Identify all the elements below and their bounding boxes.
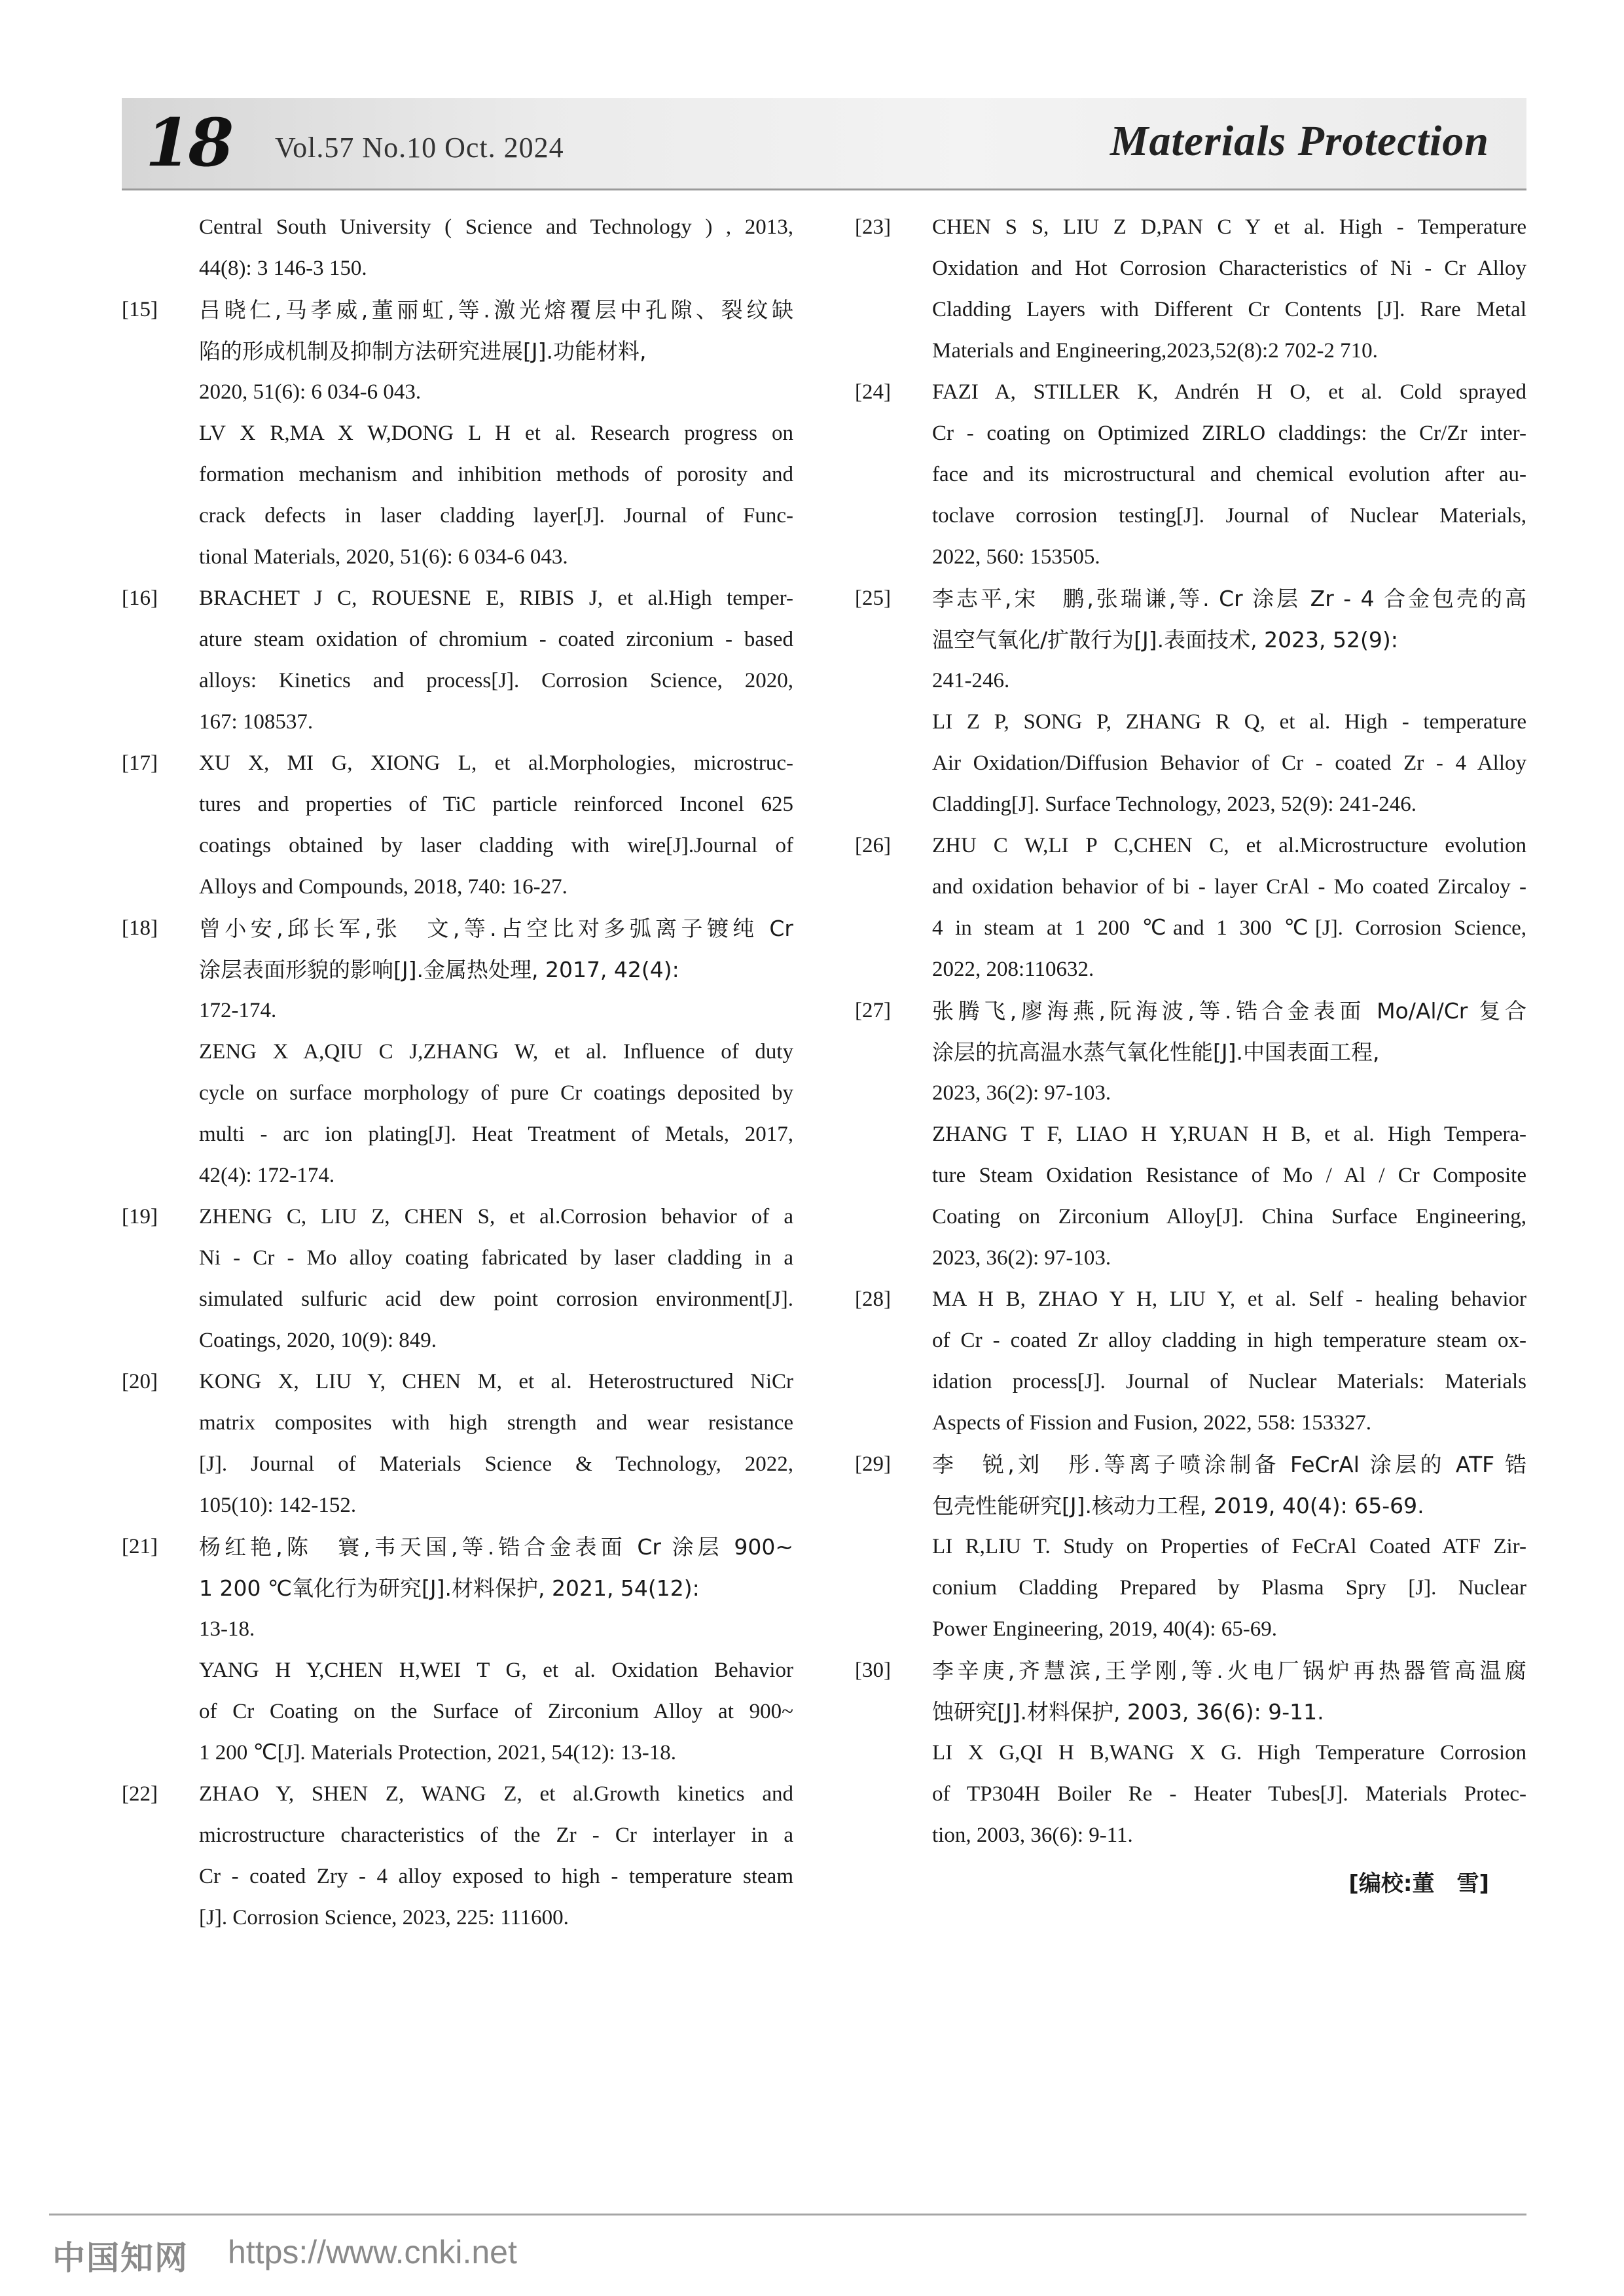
reference-entry (855, 207, 1526, 372)
reference-line: 105(10): 142-152. (199, 1494, 357, 1517)
reference-entry (855, 1279, 1526, 1444)
reference-line: ZHAO Y, SHEN Z, WANG Z, et al.Growth kinetics and (199, 1782, 793, 1806)
cnki-logo: 中国知网 (52, 2239, 189, 2277)
reference-line: LI Z P, SONG P, ZHANG R Q, et al. High - temperature (932, 710, 1526, 734)
reference-line: ZHENG C, LIU Z, CHEN S, et al.Corrosion behavior of a (199, 1205, 793, 1229)
reference-line: of Cr - coated Zr alloy cladding in high temperature steam ox- (932, 1329, 1526, 1352)
reference-line: crack defects in laser cladding layer[J]. Journal of Func- (199, 504, 793, 528)
reference-line: Central South University ( Science and Technology ) , 2013, (199, 215, 793, 239)
journal-title: Materials Protection (1110, 117, 1489, 165)
reference-number: [18] (122, 916, 158, 940)
issue-info: Vol.57 No.10 Oct. 2024 (275, 132, 564, 164)
reference-number: [19] (122, 1205, 158, 1229)
reference-entry (122, 1774, 793, 1939)
reference-number: [28] (855, 1287, 891, 1311)
reference-line: toclave corrosion testing[J]. Journal of Nuclear Materials, (932, 504, 1526, 528)
reference-line: ZHU C W,LI P C,CHEN C, et al.Microstructure evolution (932, 834, 1526, 857)
reference-line: 172-174. (199, 999, 277, 1022)
reference-line: LV X R,MA X W,DONG L H et al. Research progress on (199, 422, 793, 445)
reference-line: simulated sulfuric acid dew point corrosion environment[J]. (199, 1287, 793, 1311)
reference-entry (122, 908, 793, 1196)
reference-entry (122, 578, 793, 743)
editor-note: [编校:董 雪] (1348, 1871, 1489, 1897)
reference-line: KONG X, LIU Y, CHEN M, et al. Heterostructured NiCr (199, 1370, 793, 1393)
cnki-url[interactable]: https://www.cnki.net (228, 2234, 517, 2270)
reference-line: Cladding[J]. Surface Technology, 2023, 52(9): 241-246. (932, 793, 1417, 816)
reference-line: 1 200 ℃氧化行为研究[J].材料保护, 2021, 54(12): (199, 1575, 700, 1601)
reference-line: 杨红艳,陈 寰,韦天国,等.锆合金表面 Cr 涂层 900~ (199, 1534, 793, 1560)
reference-line: 241-246. (932, 669, 1010, 692)
reference-line: 温空气氧化/扩散行为[J].表面技术, 2023, 52(9): (932, 627, 1398, 653)
reference-line: Coatings, 2020, 10(9): 849. (199, 1329, 437, 1352)
reference-line: matrix composites with high strength and wear resistance (199, 1411, 793, 1435)
reference-line: YANG H Y,CHEN H,WEI T G, et al. Oxidation Behavior (199, 1659, 793, 1682)
reference-line: face and its microstructural and chemical evolution after au- (932, 463, 1526, 486)
reference-line: tional Materials, 2020, 51(6): 6 034-6 043. (199, 545, 568, 569)
reference-line: Cr - coating on Optimized ZIRLO claddings: the Cr/Zr inter- (932, 422, 1526, 445)
reference-line: 42(4): 172-174. (199, 1164, 335, 1187)
reference-line: Aspects of Fission and Fusion, 2022, 558: 153327. (932, 1411, 1372, 1435)
reference-line: 2023, 36(2): 97-103. (932, 1081, 1111, 1105)
reference-line: 张腾飞,廖海燕,阮海波,等.锆合金表面 Mo/Al/Cr 复合 (932, 998, 1526, 1024)
reference-line: 涂层表面形貌的影响[J].金属热处理, 2017, 42(4): (199, 957, 679, 982)
reference-line: 1 200 ℃[J]. Materials Protection, 2021, 54(12): 13-18. (199, 1741, 677, 1765)
reference-line: FAZI A, STILLER K, Andrén H O, et al. Cold sprayed (932, 380, 1526, 404)
reference-entry (122, 743, 793, 908)
reference-entry (855, 578, 1526, 825)
reference-line: 2023, 36(2): 97-103. (932, 1246, 1111, 1270)
reference-entry (122, 1361, 793, 1526)
reference-line: 2022, 208:110632. (932, 958, 1094, 981)
reference-line: microstructure characteristics of the Zr - Cr interlayer in a (199, 1823, 793, 1847)
reference-line: formation mechanism and inhibition methods of porosity and (199, 463, 793, 486)
reference-line: Ni - Cr - Mo alloy coating fabricated by laser cladding in a (199, 1246, 793, 1270)
reference-line: Oxidation and Hot Corrosion Characteristics of Ni - Cr Alloy (932, 257, 1526, 280)
reference-line: Cladding Layers with Different Cr Contents [J]. Rare Metal (932, 298, 1526, 321)
reference-number: [24] (855, 380, 891, 404)
reference-line: ZENG X A,QIU C J,ZHANG W, et al. Influence of duty (199, 1040, 793, 1064)
reference-entry (855, 990, 1526, 1279)
reference-number: [25] (855, 586, 891, 610)
references-right-column (855, 207, 1526, 1856)
reference-line: tion, 2003, 36(6): 9-11. (932, 1823, 1133, 1847)
reference-number: [16] (122, 586, 158, 610)
reference-line: ature steam oxidation of chromium - coated zirconium - based (199, 628, 793, 651)
reference-line: 44(8): 3 146-3 150. (199, 257, 367, 280)
reference-line: alloys: Kinetics and process[J]. Corrosion Science, 2020, (199, 669, 793, 692)
reference-line: of TP304H Boiler Re - Heater Tubes[J]. Materials Protec- (932, 1782, 1526, 1806)
reference-entry (855, 1650, 1526, 1856)
reference-line: 2020, 51(6): 6 034-6 043. (199, 380, 422, 404)
reference-number: [26] (855, 834, 891, 857)
reference-line: 4 in steam at 1 200 ℃and 1 300 ℃[J]. Corrosion Science, (932, 916, 1526, 940)
reference-number: [27] (855, 999, 891, 1022)
references-left-column (122, 207, 793, 1939)
reference-line: cycle on surface morphology of pure Cr coatings deposited by (199, 1081, 793, 1105)
reference-line: LI R,LIU T. Study on Properties of FeCrAl Coated ATF Zir- (932, 1535, 1526, 1558)
reference-line: of Cr Coating on the Surface of Zirconium Alloy at 900~ (199, 1700, 793, 1723)
reference-number: [15] (122, 298, 158, 321)
reference-line: 13-18. (199, 1617, 255, 1641)
reference-entry (122, 1196, 793, 1361)
reference-line: 陷的形成机制及抑制方法研究进展[J].功能材料, (199, 338, 647, 364)
reference-line: BRACHET J C, ROUESNE E, RIBIS J, et al.High temper- (199, 586, 793, 610)
reference-line: Alloys and Compounds, 2018, 740: 16-27. (199, 875, 568, 899)
reference-line: CHEN S S, LIU Z D,PAN C Y et al. High - Temperature (932, 215, 1526, 239)
reference-line: Power Engineering, 2019, 40(4): 65-69. (932, 1617, 1277, 1641)
reference-line: idation process[J]. Journal of Nuclear Materials: Materials (932, 1370, 1526, 1393)
reference-number: [23] (855, 215, 891, 239)
reference-line: multi - arc ion plating[J]. Heat Treatment of Metals, 2017, (199, 1122, 793, 1146)
reference-line: and oxidation behavior of bi - layer CrAl - Mo coated Zircaloy - (932, 875, 1526, 899)
reference-line: 曾小安,邱长军,张 文,等.占空比对多弧离子镀纯 Cr (199, 916, 793, 941)
reference-number: [30] (855, 1659, 891, 1682)
reference-line: 吕晓仁,马孝威,董丽虹,等.激光熔覆层中孔隙、裂纹缺 (199, 297, 793, 323)
reference-line: Materials and Engineering,2023,52(8):2 702-2 710. (932, 339, 1378, 363)
reference-line: Air Oxidation/Diffusion Behavior of Cr - coated Zr - 4 Alloy (932, 751, 1526, 775)
reference-number: [21] (122, 1535, 158, 1558)
page-number: 18 (145, 104, 232, 181)
reference-line: Cr - coated Zry - 4 alloy exposed to high - temperature steam (199, 1865, 793, 1888)
reference-line: Coating on Zirconium Alloy[J]. China Surface Engineering, (932, 1205, 1526, 1229)
reference-entry (122, 289, 793, 578)
reference-line: 包壳性能研究[J].核动力工程, 2019, 40(4): 65-69. (932, 1493, 1424, 1518)
reference-line: tures and properties of TiC particle reinforced Inconel 625 (199, 793, 793, 816)
reference-line: coatings obtained by laser cladding with wire[J].Journal of (199, 834, 793, 857)
reference-entry (855, 1444, 1526, 1650)
reference-number: [17] (122, 751, 158, 775)
reference-line: [J]. Journal of Materials Science & Technology, 2022, (199, 1452, 793, 1476)
reference-line: 蚀研究[J].材料保护, 2003, 36(6): 9-11. (932, 1699, 1324, 1725)
reference-number: [20] (122, 1370, 158, 1393)
reference-line: LI X G,QI H B,WANG X G. High Temperature Corrosion (932, 1741, 1526, 1765)
reference-line: 2022, 560: 153505. (932, 545, 1100, 569)
reference-entry (122, 207, 793, 289)
header-divider (122, 188, 1526, 190)
reference-entry (855, 825, 1526, 990)
footer-divider (49, 2214, 1526, 2215)
reference-line: 167: 108537. (199, 710, 314, 734)
reference-entry (855, 372, 1526, 578)
reference-number: [29] (855, 1452, 891, 1476)
reference-line: [J]. Corrosion Science, 2023, 225: 111600. (199, 1906, 569, 1929)
reference-line: XU X, MI G, XIONG L, et al.Morphologies, microstruc- (199, 751, 793, 775)
reference-line: 涂层的抗高温水蒸气氧化性能[J].中国表面工程, (932, 1039, 1380, 1065)
reference-line: 李 锐,刘 彤.等离子喷涂制备 FeCrAl 涂层的 ATF 锆 (932, 1452, 1526, 1477)
reference-line: ZHANG T F, LIAO H Y,RUAN H B, et al. High Tempera- (932, 1122, 1526, 1146)
reference-line: MA H B, ZHAO Y H, LIU Y, et al. Self - healing behavior (932, 1287, 1526, 1311)
reference-line: ture Steam Oxidation Resistance of Mo / Al / Cr Composite (932, 1164, 1526, 1187)
reference-entry (122, 1526, 793, 1774)
reference-line: 李志平,宋 鹏,张瑞谦,等. Cr 涂层 Zr - 4 合金包壳的高 (932, 586, 1526, 611)
reference-line: 李辛庚,齐慧滨,王学刚,等.火电厂锅炉再热器管高温腐 (932, 1658, 1526, 1683)
reference-line: conium Cladding Prepared by Plasma Spry [J]. Nuclear (932, 1576, 1526, 1600)
reference-number: [22] (122, 1782, 158, 1806)
